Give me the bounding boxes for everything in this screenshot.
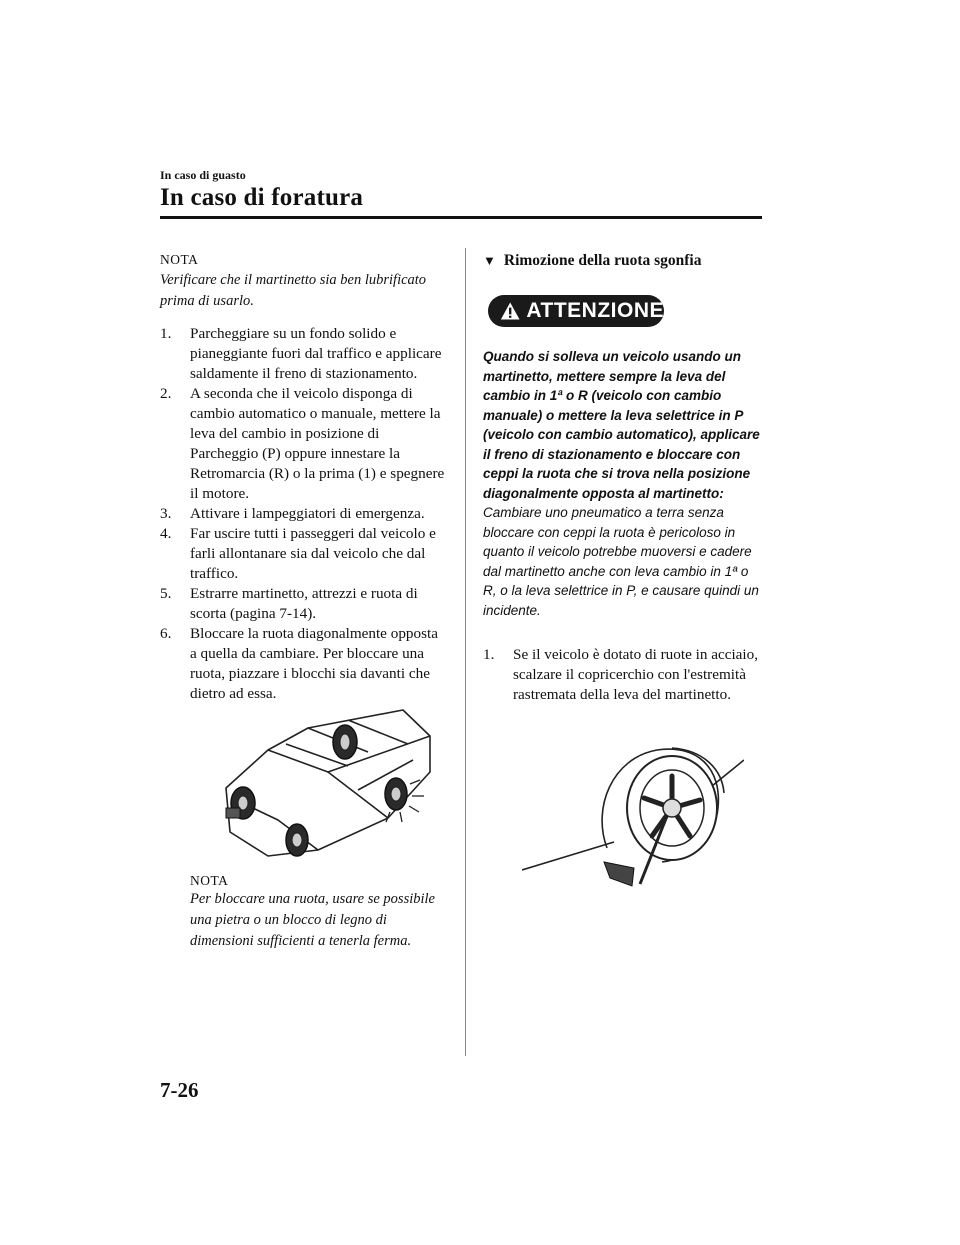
warning-badge bbox=[488, 295, 664, 327]
wheel-cap-removal-illustration bbox=[522, 738, 744, 890]
list-item: 3. Attivare i lampeggiatori di emergenza. bbox=[160, 505, 425, 522]
nota-2 bbox=[190, 873, 440, 952]
warning-body-text: Cambiare uno pneumatico a terra senza bloccare con ceppi la ruota è pericoloso in quanto il veicolo potrebbe muoversi e cadere dal martinetto anche con leva cambio in 1ª o R, o la leva selettrice in P, e causare quindi un incidente. bbox=[483, 505, 759, 618]
warning-text bbox=[483, 347, 763, 620]
left-column bbox=[160, 250, 445, 704]
list-item: 6. Bloccare la ruota diagonalmente opposta a quella da cambiare. Per bloccare una ruota, piazzare i blocchi sia davanti che dietro ad essa. bbox=[160, 625, 438, 702]
column-divider bbox=[465, 248, 466, 1056]
section-label: In caso di guasto bbox=[160, 168, 246, 182]
subheading: Rimozione della ruota sgonfia bbox=[503, 252, 702, 269]
nota-2-heading: NOTA bbox=[190, 873, 229, 888]
triangle-down-icon: ▼ bbox=[483, 253, 496, 268]
page-number: 7-26 bbox=[160, 1078, 199, 1102]
car-wheel-chock-illustration bbox=[208, 700, 440, 862]
page-title: In caso di foratura bbox=[160, 184, 364, 211]
warning-label: ATTENZIONE bbox=[526, 299, 664, 322]
list-item: 4. Far uscire tutti i passeggeri dal veicolo e farli allontanare sia dal veicolo che dal traffico. bbox=[160, 525, 436, 582]
right-steps bbox=[483, 645, 763, 705]
steps-list bbox=[160, 324, 445, 704]
list-item: 1. Parcheggiare su un fondo solido e pianeggiante fuori dal traffico e applicare saldamente il freno di stazionamento. bbox=[160, 325, 442, 382]
nota-2-text: Per bloccare una ruota, usare se possibile una pietra o un blocco di legno di dimensioni sufficienti a tenerla ferma. bbox=[190, 891, 435, 949]
list-item: 2. A seconda che il veicolo disponga di cambio automatico o manuale, mettere la leva del cambio in posizione di Parcheggio (P) oppure innestare la Retromarcia (R) o la prima (1) e spegnere il motore. bbox=[160, 385, 445, 502]
right-column-heading bbox=[483, 252, 765, 270]
list-item: 5. Estrarre martinetto, attrezzi e ruota di scorta (pagina 7-14). bbox=[160, 585, 418, 622]
nota-heading: NOTA bbox=[160, 252, 199, 267]
warning-bold-text: Quando si solleva un veicolo usando un martinetto, mettere sempre la leva del cambio in 1ª o R (veicolo con cambio manuale) o mettere la leva selettrice in P (veicolo con cambio automatico), applicare il freno di stazionamento e bloccare con ceppi la ruota che si trova nella posizione diagonalmente opposta al martinetto: bbox=[483, 349, 760, 501]
nota-text: Verificare che il martinetto sia ben lubrificato prima di usarlo. bbox=[160, 272, 427, 309]
list-item: 1. Se il veicolo è dotato di ruote in acciaio, scalzare il copricerchio con l'estremità rastremata della leva del martinetto. bbox=[483, 646, 759, 703]
right-steps-list bbox=[483, 645, 763, 705]
warning-triangle-icon bbox=[500, 300, 520, 322]
title-rule bbox=[160, 216, 762, 219]
